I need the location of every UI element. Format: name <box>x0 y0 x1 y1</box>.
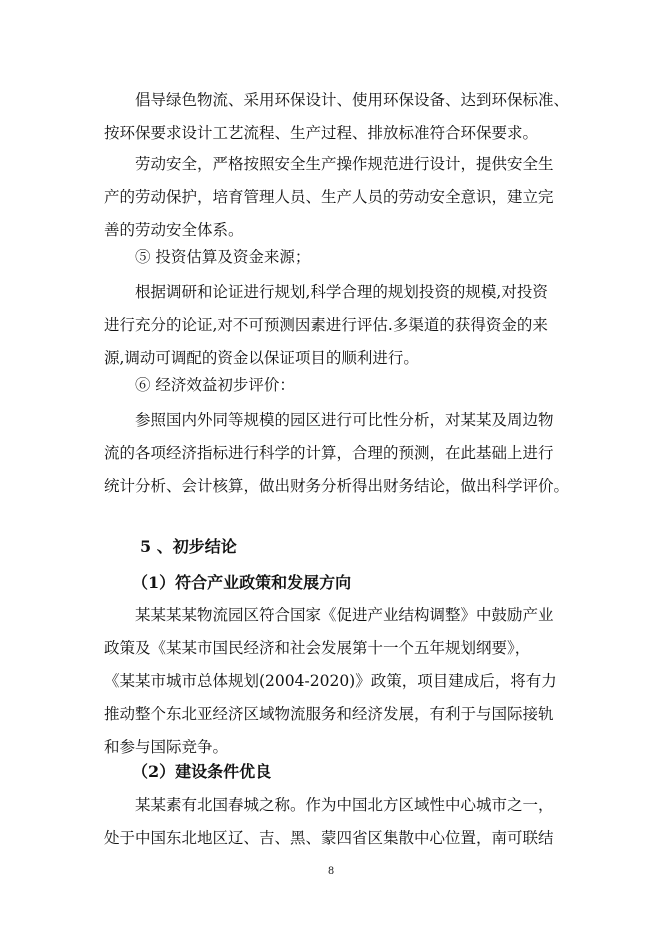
text-line: 推动整个东北亚经济区域物流服务和经济发展，有利于与国际接轨 <box>104 705 554 723</box>
section-heading: 5 、初步结论 <box>140 537 237 556</box>
list-item-6 <box>104 369 574 402</box>
page-number: 8 <box>327 866 335 877</box>
paragraph-policy <box>104 599 574 764</box>
text-line: 根据调研和论证进行规划,科学合理的规划投资的规模,对投资 <box>135 283 548 301</box>
text-line: 按环保要求设计工艺流程、生产过程、排放标准符合环保要求。 <box>104 124 539 142</box>
subsection-heading: （1）符合产业政策和发展方向 <box>132 573 352 592</box>
text-line: 进行充分的论证,对不可预测因素进行评估.多渠道的获得资金的来 <box>104 316 548 334</box>
list-item-5 <box>104 241 574 274</box>
text-line: 劳动安全，严格按照安全生产操作规范进行设计，提供安全生 <box>135 155 554 173</box>
text-line: 某某某某物流园区符合国家《促进产业结构调整》中鼓励产业 <box>135 606 554 624</box>
paragraph-labor-safety <box>104 148 574 247</box>
paragraph-green-logistics <box>104 84 574 150</box>
subsection-heading: （2）建设条件优良 <box>132 762 272 781</box>
text-line: 《某某市城市总体规划(2004-2020)》政策，项目建成后，将有力 <box>104 672 557 690</box>
paragraph-evaluation <box>104 404 574 503</box>
text-line: 流的各项经济指标进行科学的计算，合理的预测，在此基础上进行 <box>104 444 554 462</box>
text-line: 和参与国际竞争。 <box>104 738 229 756</box>
text-line: 处于中国东北地区辽、吉、黑、蒙四省区集散中心位置，南可联结 <box>104 829 554 847</box>
text-line: ⑤ 投资估算及资金来源； <box>135 248 311 266</box>
paragraph-investment <box>104 276 574 375</box>
text-line: ⑥ 经济效益初步评价： <box>135 376 295 394</box>
paragraph-conditions <box>104 789 574 855</box>
text-line: 某某素有北国春城之称。作为中国北方区域性中心城市之一， <box>135 796 554 814</box>
text-line: 产的劳动保护，培育管理人员、生产人员的劳动安全意识，建立完 <box>104 188 554 206</box>
text-line: 参照国内外同等规模的园区进行可比性分析，对某某及周边物 <box>135 411 554 429</box>
text-line: 善的劳动安全体系。 <box>104 221 244 239</box>
text-line: 倡导绿色物流、采用环保设计、使用环保设备、达到环保标准、 <box>135 91 570 109</box>
text-line: 源,调动可调配的资金以保证项目的顺利进行。 <box>104 349 419 367</box>
text-line: 政策及《某某市国民经济和社会发展第十一个五年规划纲要》， <box>104 639 531 657</box>
text-line: 统计分析、会计核算，做出财务分析得出财务结论，做出科学评价。 <box>104 477 570 495</box>
